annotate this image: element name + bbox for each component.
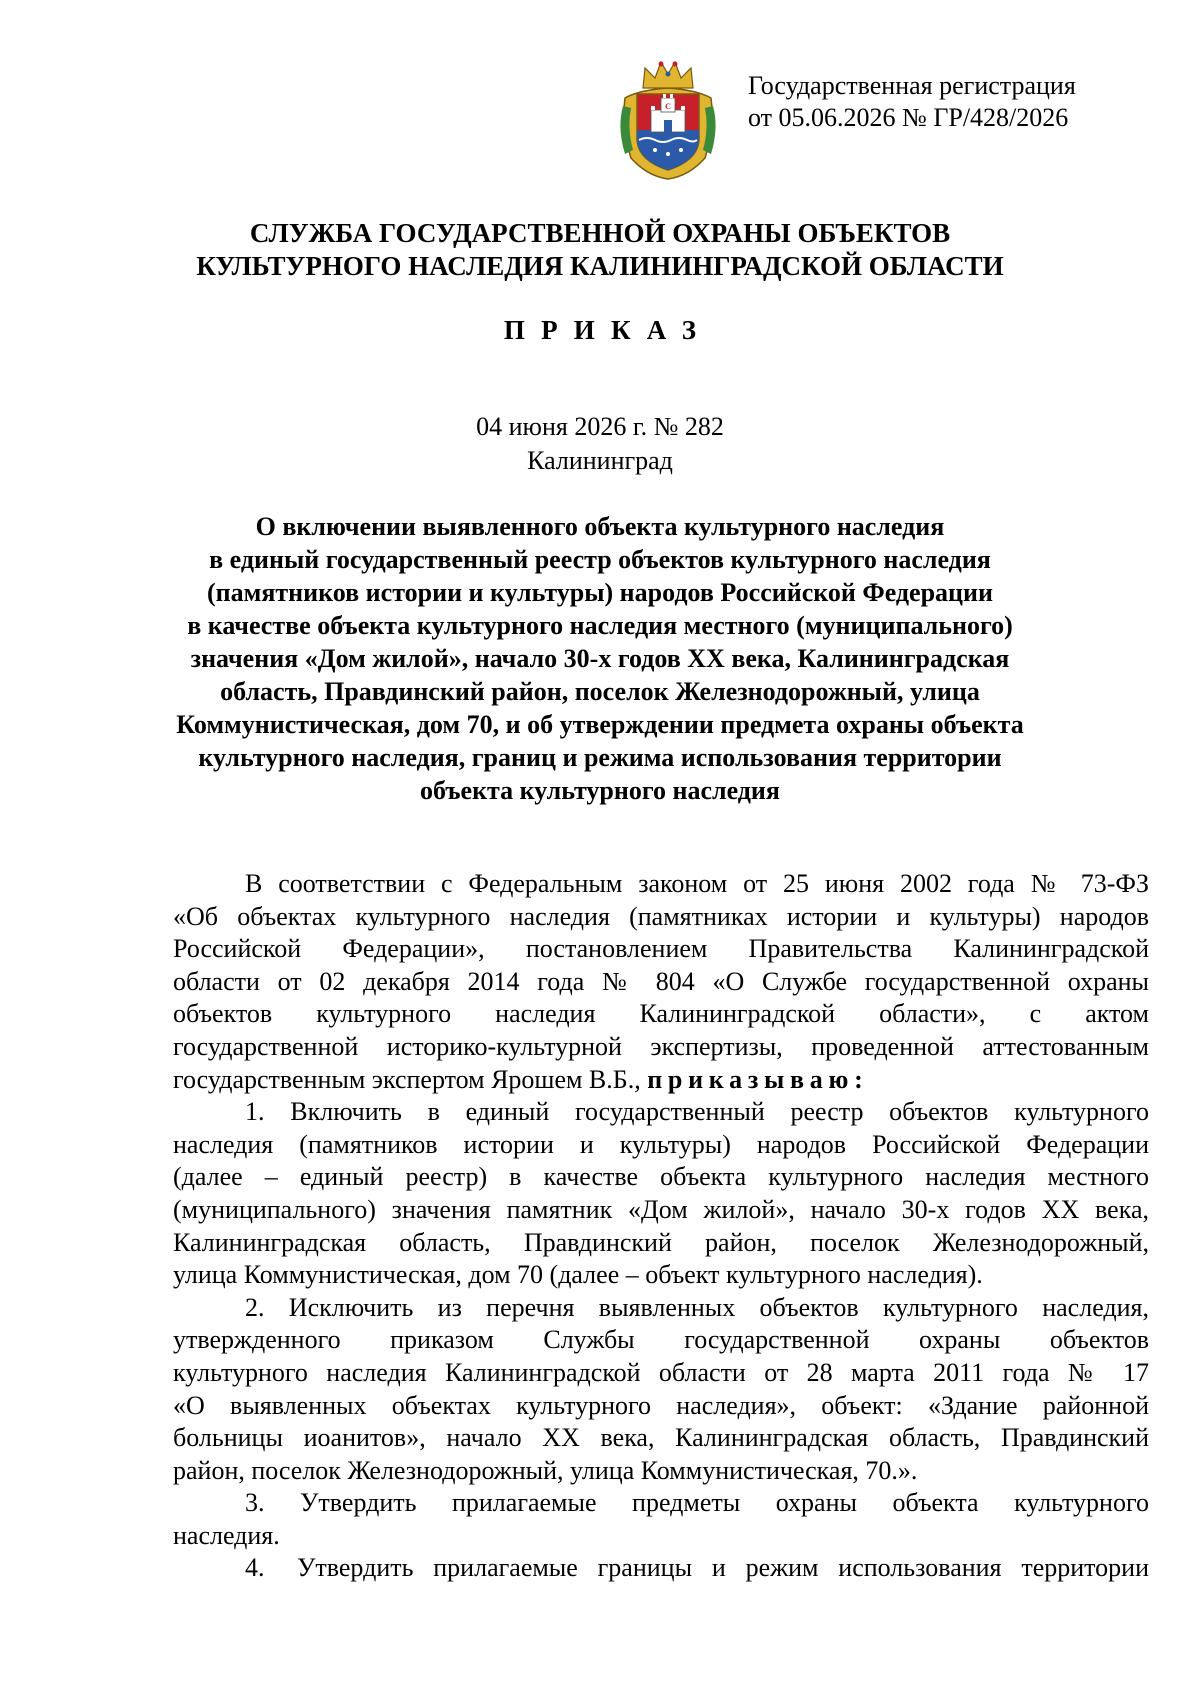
item-4-line: [173, 1552, 1149, 1585]
preamble-line: Российской Федерации», постановлением Правительства Калининградской: [173, 934, 1149, 964]
title-line: область, Правдинский район, поселок Железнодорожный, улица: [220, 677, 980, 706]
authority-line: СЛУЖБА ГОСУДАРСТВЕННОЙ ОХРАНЫ ОБЪЕКТОВ: [249, 218, 951, 248]
item-1-line: улица Коммунистическая, дом 70 (далее – объект культурного наследия).: [173, 1260, 983, 1290]
registration-number-line: от 05.06.2026 № ГР/428/2026: [748, 103, 1069, 132]
title-line: значения «Дом жилой», начало 30-х годов XX века, Калининградская: [190, 644, 1010, 673]
preamble-text: государственным экспертом Ярошем В.Б.,: [173, 1064, 648, 1094]
item-4-number: 4.: [245, 1553, 265, 1583]
item-1-line: Калининградская область, Правдинский район, поселок Железнодорожный,: [173, 1227, 1149, 1257]
title-line: (памятников истории и культуры) народов Российской Федерации: [207, 578, 993, 607]
authority-line: КУЛЬТУРНОГО НАСЛЕДИЯ КАЛИНИНГРАДСКОЙ ОБЛАСТИ: [196, 251, 1004, 281]
item-2-line: культурного наследия Калининградской области от 28 марта 2011 года № 17: [173, 1357, 1149, 1387]
registration-block: [748, 70, 1076, 134]
svg-text:C: C: [665, 102, 671, 111]
item-3-line: 3. Утвердить прилагаемые предметы охраны объекта культурного: [245, 1488, 1149, 1518]
order-city: Калининград: [527, 446, 673, 475]
item-3-line: наследия.: [173, 1520, 280, 1550]
title-line: в качестве объекта культурного наследия местного (муниципального): [187, 611, 1013, 640]
item-1-line: (далее – единый реестр) в качестве объекта культурного наследия местного: [173, 1162, 1149, 1192]
title-line: О включении выявленного объекта культурного наследия: [255, 512, 945, 541]
title-line: объекта культурного наследия: [420, 776, 780, 805]
preamble-line: области от 02 декабря 2014 года № 804 «О Службе государственной охраны: [173, 966, 1149, 996]
preamble-line: В соответствии с Федеральным законом от 25 июня 2002 года № 73-ФЗ: [245, 869, 1149, 898]
preamble-line: объектов культурного наследия Калининградской области», с актом: [173, 999, 1149, 1029]
kaliningrad-coat-of-arms-icon: [617, 58, 719, 180]
order-heading: ПРИКАЗ: [503, 315, 713, 345]
item-1-line: наследия (памятников истории и культуры) народов Российской Федерации: [173, 1129, 1149, 1159]
preamble-line: «Об объектах культурного наследия (памятниках истории и культуры) народов: [173, 901, 1149, 931]
order-date-number: 04 июня 2026 г. № 282: [476, 412, 724, 441]
title-line: Коммунистическая, дом 70, и об утверждении предмета охраны объекта: [176, 710, 1024, 739]
authority-name: [0, 217, 1200, 283]
preamble-line: государственной историко-культурной экспертизы, проведенной аттестованным: [173, 1031, 1149, 1061]
preamble-line: [173, 1064, 1149, 1097]
title-line: в единый государственный реестр объектов культурного наследия: [209, 545, 991, 574]
title-line: культурного наследия, границ и режима использования территории: [198, 743, 1002, 772]
item-2-line: утвержденного приказом Службы государственной охраны объектов: [173, 1325, 1149, 1355]
item-2-line: «О выявленных объектах культурного наследия», объект: «Здание районной: [173, 1390, 1149, 1420]
item-2-line: 2. Исключить из перечня выявленных объектов культурного наследия,: [245, 1292, 1149, 1322]
item-4-text: Утвердить прилагаемые границы и режим использования территории: [297, 1553, 1149, 1583]
order-body: [173, 868, 1149, 1585]
item-2-line: район, поселок Железнодорожный, улица Коммунистическая, 70.».: [173, 1455, 918, 1485]
order-title: [0, 510, 1200, 807]
order-verb: приказываю:: [647, 1064, 869, 1094]
item-1-line: 1. Включить в единый государственный реестр объектов культурного: [245, 1097, 1149, 1127]
item-2-line: больницы иоанитов», начало XX века, Калининградская область, Правдинский: [173, 1423, 1149, 1453]
item-1-line: (муниципального) значения памятник «Дом жилой», начало 30-х годов XX века,: [173, 1194, 1149, 1224]
registration-line: Государственная регистрация: [748, 71, 1076, 100]
date-place-block: [0, 410, 1200, 478]
